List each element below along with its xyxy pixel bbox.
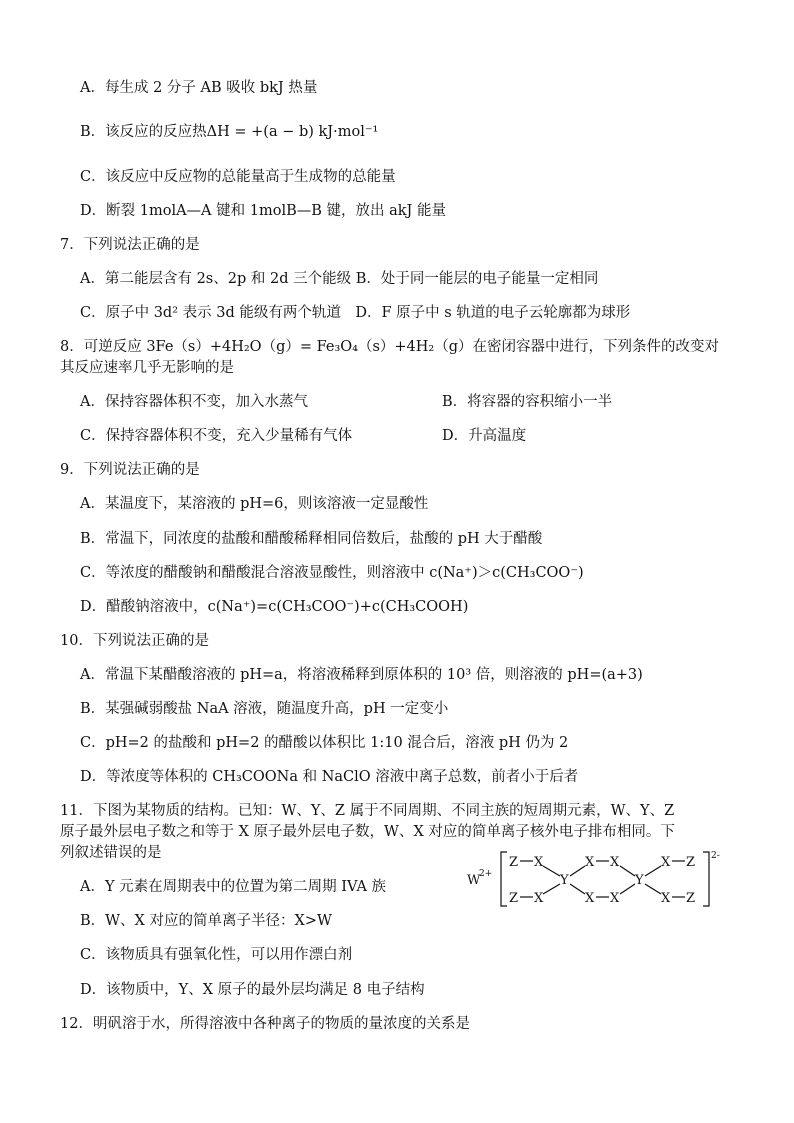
bond [620,866,635,876]
q9-option-a: A．某温度下，某溶液的 pH=6，则该溶液一定显酸性 [80,496,429,512]
q6-option-a: A．每生成 2 分子 AB 吸收 bkJ 热量 [80,80,318,96]
bond [645,884,661,894]
atom-x-bottom-right: X [661,891,671,906]
q6-option-b: B．该反应的反应热ΔH = +(a − b) kJ·mol⁻¹ [80,124,379,140]
q12-stem: 12．明矾溶于水，所得溶液中各种离子的物质的量浓度的关系是 [60,1016,470,1032]
bond [543,866,560,876]
bond [543,884,560,894]
q8-stem-line2: 其反应速率几乎无影响的是 [60,360,234,376]
bond [620,884,635,894]
bond [570,884,585,894]
q9-option-d: D．醋酸钠溶液中，c(Na⁺)=c(CH₃COO⁻)+c(CH₃COOH) [80,599,469,615]
cation-charge: 2+ [479,869,493,879]
atom-z-bottom-right: Z [686,891,696,906]
cation-symbol: W [467,873,481,888]
right-bracket [703,852,709,906]
atom-y-left: Y [560,873,569,888]
q7-stem: 7．下列说法正确的是 [60,237,200,253]
q9-option-c: C．等浓度的醋酸钠和醋酸混合溶液显酸性，则溶液中 c(Na⁺)＞c(CH₃COO⁻) [80,565,584,581]
q8-option-b: B．将容器的容积缩小一半 [442,394,613,410]
q11-option-a: A．Y 元素在周期表中的位置为第二周期 IVA 族 [80,879,387,895]
atom-x-top-left: X [534,855,544,870]
q7-options-cd: C．原子中 3d² 表示 3d 能级有两个轨道 D．F 原子中 s 轨道的电子云轮廓都为球形 [80,305,631,321]
q6-option-c: C．该反应中反应物的总能量高于生成物的总能量 [80,169,396,185]
q11-option-b: B．W、X 对应的简单离子半径：X>W [80,913,332,929]
q7-options-ab: A．第二能层含有 2s、2p 和 2d 三个能级 B．处于同一能层的电子能量一定相同 [80,271,599,287]
q8-stem-line1: 8．可逆反应 3Fe（s）+4H₂O（g）= Fe₃O₄（s）+4H₂（g）在密闭容器中进行，下列条件的改变对 [60,339,720,355]
atom-z-top-left: Z [509,855,519,870]
q11-option-c: C．该物质具有强氧化性，可以用作漂白剂 [80,947,353,963]
atom-x-bottom-mid-right: X [610,891,620,906]
q8-option-c: C．保持容器体积不变，充入少量稀有气体 [80,428,353,444]
q10-option-b: B．某强碱弱酸盐 NaA 溶液，随温度升高，pH 一定变小 [80,701,449,717]
atom-x-top-right: X [661,855,671,870]
atom-x-bottom-mid-left: X [585,891,595,906]
q10-option-c: C．pH=2 的盐酸和 pH=2 的醋酸以体积比 1:10 混合后，溶液 pH 仍为 2 [80,735,569,751]
q11-option-d: D．该物质中，Y、X 原子的最外层均满足 8 电子结构 [80,982,425,998]
q11-structure-diagram [463,848,723,910]
bond [570,866,585,876]
left-bracket [501,852,507,906]
atom-z-top-right: Z [686,855,696,870]
q11-stem-line2: 原子最外层电子数之和等于 X 原子最外层电子数，W、X 对应的简单离子核外电子排布相同。下 [60,824,675,840]
q10-option-d: D．等浓度等体积的 CH₃COONa 和 NaClO 溶液中离子总数，前者小于后者 [80,769,579,785]
q9-option-b: B．常温下，同浓度的盐酸和醋酸稀释相同倍数后，盐酸的 pH 大于醋酸 [80,531,543,547]
atom-y-right: Y [635,873,644,888]
q9-stem: 9．下列说法正确的是 [60,462,200,478]
bond [645,866,661,876]
atom-x-top-mid-left: X [585,855,595,870]
q8-option-d: D．升高温度 [442,428,527,444]
q10-option-a: A．常温下某醋酸溶液的 pH=a，将溶液稀释到原体积的 10³ 倍，则溶液的 pH=(a+3) [80,667,643,683]
q8-option-a: A．保持容器体积不变，加入水蒸气 [80,394,308,410]
q6-option-d: D．断裂 1molA—A 键和 1molB—B 键，放出 akJ 能量 [80,203,446,219]
q10-stem: 10．下列说法正确的是 [60,633,209,649]
atom-z-bottom-left: Z [509,891,519,906]
atom-x-top-mid-right: X [610,855,620,870]
q11-stem-line3: 列叙述错误的是 [60,845,162,861]
q11-stem-line1: 11．下图为某物质的结构。已知：W、Y、Z 属于不同周期、不同主族的短周期元素，W、Y、Z [60,803,675,819]
atom-x-bottom-left: X [534,891,544,906]
anion-charge: 2- [711,851,720,861]
